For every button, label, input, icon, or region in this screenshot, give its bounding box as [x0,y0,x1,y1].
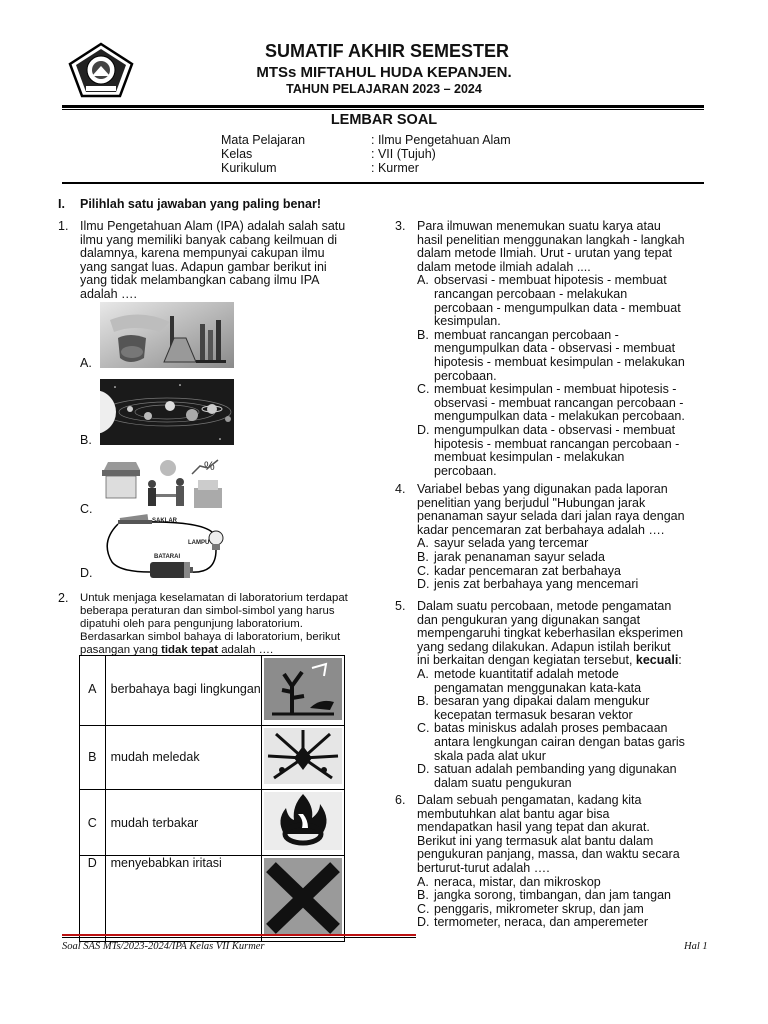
text-line: yang sangat luas. Adapun gambar berikut ini [80,259,327,274]
row-letter: C [80,790,106,856]
switch-label: SAKLAR [152,518,177,524]
flammable-icon [262,790,344,852]
text-line: Untuk menjaga keselamatan di laboratorium terdapat [80,592,348,604]
option-d[interactable] [417,424,685,478]
question-6 [395,794,725,934]
text-line: metode kuantitatif adalah metode [434,666,619,681]
footer-doc-info: Soal SAS MTs/2023-2024/IPA Kelas VII Kurmer [62,941,265,952]
option-letter: B. [417,888,429,903]
text-line: Para ilmuwan menemukan suatu karya atau [417,219,661,233]
footer-divider [62,934,416,936]
text-line: observasi - membuat rancangan percobaan - [434,395,684,410]
option-letter: C. [417,563,430,578]
meta-value: : Ilmu Pengetahuan Alam [371,133,511,147]
text-line: antara lengkungan cairan dengan batas garis [434,734,685,749]
option-text [434,722,685,763]
option-text [434,383,685,424]
option-text [434,668,641,695]
text-line: besaran yang dipakai dalam mengukur [434,694,650,709]
text-line: pengukuran panjang, massa, dan waktu secara [417,847,680,862]
question-5 [395,600,725,796]
school-name: MTSs MIFTAHUL HUDA KEPANJEN. [256,64,512,81]
footer-page-number: Hal 1 [684,941,708,952]
emphasis: tidak tepat [161,644,219,656]
question-1 [58,220,378,310]
text-line: hipotesis - membuat rancangan percobaan - [434,436,680,451]
battery-label: BATARAI [154,554,181,560]
question-number: 3. [395,219,406,233]
text-line: Dalam suatu percobaan, metode pengamatan [417,599,672,613]
option-a-image-chemistry[interactable] [100,302,234,368]
option-a[interactable] [417,876,680,890]
option-letter: D. [417,577,430,592]
option-b[interactable] [417,329,685,383]
subject-info [221,133,511,175]
meta-key: Kelas [221,147,253,161]
meta-divider [62,182,704,184]
text-line [417,654,685,668]
text-line: Dalam sebuah pengamatan, kadang kita [417,793,642,807]
text-line: dipatuhi oleh para pengunjung laboratorium. [80,618,303,630]
meta-row [221,161,511,175]
option-text [434,763,677,790]
text-line: mengumpulkan data - observasi - membuat [434,422,676,437]
table-row[interactable] [80,726,345,790]
option-d[interactable] [417,916,680,930]
document-header [0,38,768,102]
option-c[interactable] [417,903,680,917]
meta-row [221,147,511,161]
text-line: percobaan. [434,463,497,478]
option-d-image-circuit[interactable] [100,512,234,582]
option-text: sayur selada yang tercemar [434,536,589,551]
text-line: kesimpulan. [434,314,501,329]
text-line: kecepatan termasuk besaran vektor [434,707,633,722]
row-letter: B [80,726,106,790]
text-line: membuat rancangan percobaan - [434,327,619,342]
option-letter: C. [417,721,430,736]
option-text: jenis zat berbahaya yang mencemari [434,577,639,592]
meta-row [221,133,511,147]
text-line: kadar pencemaran zat berbahaya adalah …. [417,522,665,537]
meta-key: Mata Pelajaran [221,133,306,147]
text-run: pasangan yang [80,644,162,656]
option-text: penggaris, mikrometer skrup, dan jam [434,901,644,916]
table-row[interactable] [80,790,345,856]
option-letter: C. [417,901,430,916]
question-text [417,483,685,592]
hazard-symbol-table [79,655,345,942]
option-text: neraca, mistar, dan mikroskop [434,874,601,889]
text-line: beberapa peraturan dan simbol-simbol yang harus [80,605,335,617]
question-number: 2. [58,591,69,605]
option-a-label: A. [80,356,92,370]
option-c[interactable] [417,722,685,763]
table-row[interactable] [80,656,345,726]
option-letter: D. [417,422,430,437]
question-text [417,220,685,478]
option-c-image-market[interactable] [100,454,234,520]
option-b[interactable] [417,695,685,722]
text-line: Berikut ini yang termasuk alat bantu dalam [417,833,654,848]
svg-text:%: % [204,459,215,473]
option-text [434,424,679,478]
text-line: yang tidak melambangkan cabang ilmu IPA [80,273,320,288]
option-b-image-solar-system[interactable] [100,379,234,445]
option-text: kadar pencemaran zat berbahaya [434,563,621,578]
environment-hazard-icon [262,656,344,722]
text-line: mengumpulkan data - melakukan percobaan. [434,409,685,424]
option-b[interactable] [417,889,680,903]
row-text: menyebabkan iritasi [105,856,261,942]
text-line: Variabel bebas yang digunakan pada laporan [417,482,668,496]
table-row[interactable] [80,856,345,942]
option-text: jangka sorong, timbangan, dan jam tangan [434,888,671,903]
option-text [434,274,681,328]
hazard-cell [261,856,344,942]
doc-title: SUMATIF AKHIR SEMESTER [264,41,509,61]
option-letter: A. [417,273,429,288]
text-line: observasi - membuat hipotesis - membuat [434,273,667,288]
text-line: membutuhkan alat bantu agar bisa [417,806,610,821]
option-text: jarak penanaman sayur selada [434,549,605,564]
text-run: ini berkaitan dengan kegiatan tersebut, [417,653,636,668]
irritant-x-icon [262,856,344,938]
section-number: I. [58,197,65,211]
option-text: termometer, neraca, dan amperemeter [434,915,648,930]
text-line: ilmu yang memiliki banyak cabang keilmuan di [80,232,338,247]
text-line: dan pengukuran yang digunakan sangat [417,612,641,627]
text-line: penelitian yang berjudul "Hubungan jarak [417,495,646,510]
text-line: mempengaruhi tingkat keberhasilan eksperimen [417,626,684,641]
option-d[interactable] [417,578,685,592]
option-letter: A. [417,874,429,889]
text-line: mendapatkan hasil yang tepat dan akurat. [417,820,650,835]
text-line: dalam metode ilmiah adalah .... [417,259,591,274]
row-letter: D [80,856,106,942]
text-line: Ilmu Pengetahuan Alam (IPA) adalah salah satu [80,219,346,233]
text-line: percobaan - mengumpulkan data - membuat [434,300,681,315]
text-line: hasil penelitian menggunakan langkah - langkah [417,232,685,247]
text-line: dalam metode Ilmiah. Urut - urutan yang tepat [417,246,672,261]
text-line: adalah …. [80,286,137,301]
option-text [434,695,649,722]
option-letter: D. [417,915,430,930]
option-a[interactable] [417,274,685,328]
question-text [80,220,345,302]
option-c[interactable] [417,383,685,424]
question-3 [395,220,725,484]
option-text [434,329,685,383]
text-line: mengumpulkan data - observasi - membuat [434,341,676,356]
meta-key: Kurikulum [221,161,277,175]
option-c-label: C. [80,502,93,516]
question-number: 1. [58,219,69,233]
text-line: dalamnya, karena mempunyai cakupan ilmu [80,246,325,261]
option-d-label: D. [80,566,93,580]
section-instruction [58,197,321,211]
option-a[interactable] [417,537,685,551]
lamp-label: LAMPU [188,540,210,546]
option-letter: D. [417,762,430,777]
text-line: hipotesis - membuat kesimpulan - melakukan [434,354,685,369]
text-line: membuat kesimpulan - membuat hipotesis - [434,382,677,397]
option-d[interactable] [417,763,685,790]
text-line: dalam suatu pengukuran [434,775,572,790]
question-number: 4. [395,482,406,496]
text-line: percobaan. [434,368,497,383]
option-letter: B. [417,327,429,342]
option-letter: A. [417,666,429,681]
footer-divider-thin [62,937,416,938]
option-letter: B. [417,694,429,709]
question-number: 6. [395,793,406,807]
explosive-icon [262,726,344,786]
hazard-cell [261,656,344,726]
text-line: batas miniskus adalah proses pembacaan [434,721,668,736]
text-line: skala pada alat ukur [434,748,546,763]
option-b[interactable] [417,551,685,565]
section-text: Pilihlah satu jawaban yang paling benar! [80,197,322,211]
text-line: yang sedang dilakukan. Adapun istilah berikut [417,639,671,654]
text-run: : [678,653,682,668]
row-text: mudah terbakar [105,790,261,856]
option-a[interactable] [417,668,685,695]
header-divider-thin [62,109,704,110]
question-number: 5. [395,599,406,613]
sheet-subtitle: LEMBAR SOAL [330,112,438,128]
hazard-cell [261,790,344,856]
row-letter: A [80,656,106,726]
option-c[interactable] [417,565,685,579]
text-line: pengamatan menggunakan kata-kata [434,680,642,695]
meta-value: : VII (Tujuh) [371,147,436,161]
text-line: rancangan percobaan - melakukan [434,286,628,301]
hazard-cell [261,726,344,790]
question-text [417,794,680,930]
text-line: Berdasarkan simbol bahaya di laboratorium, berikut [80,631,341,643]
row-text: mudah meledak [105,726,261,790]
row-text: berbahaya bagi lingkungan [105,656,261,726]
question-text [80,592,348,657]
text-line: membuat kesimpulan - melakukan [434,450,625,465]
header-divider [62,105,704,108]
text-run: adalah …. [218,644,274,656]
question-text [417,600,685,790]
text-line: satuan adalah pembanding yang digunakan [434,762,677,777]
option-b-label: B. [80,433,92,447]
question-2 [58,592,383,656]
meta-value: : Kurmer [371,161,419,175]
text-line: berturut-turut adalah …. [417,860,550,875]
academic-year: TAHUN PELAJARAN 2023 – 2024 [286,82,482,96]
text-line: penanaman sayur selada dari jalan raya dengan [417,509,685,524]
question-4 [395,483,725,593]
option-letter: A. [417,536,429,551]
emphasis: kecuali [635,653,679,668]
option-letter: C. [417,382,430,397]
option-letter: B. [417,549,429,564]
